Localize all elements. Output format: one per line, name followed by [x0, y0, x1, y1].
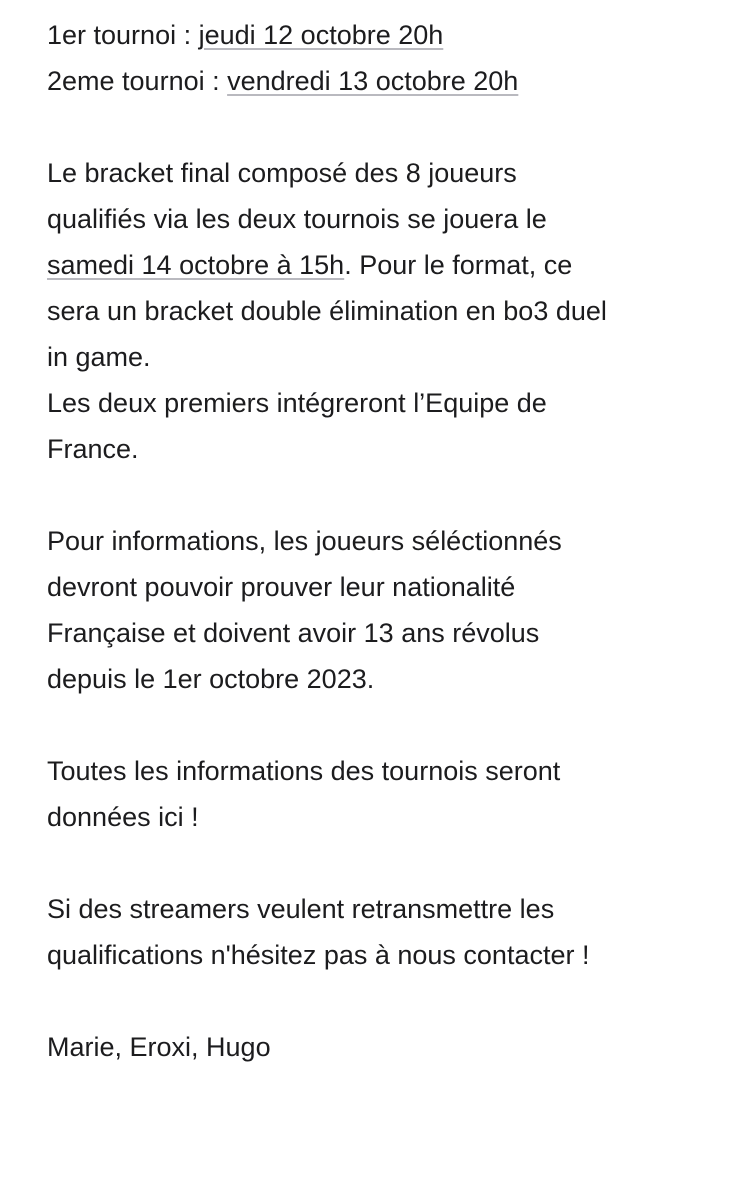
- paragraph-gap: [47, 702, 707, 748]
- info-line-1: Toutes les informations des tournois seront: [47, 756, 561, 786]
- signature: Marie, Eroxi, Hugo: [47, 1032, 271, 1062]
- streamers-line-2: qualifications n'hésitez pas à nous contacter !: [47, 940, 590, 970]
- tournament-1-date-link[interactable]: jeudi 12 octobre 20h: [198, 20, 444, 50]
- eligibility-line-2: devront pouvoir prouver leur nationalité: [47, 572, 516, 602]
- tournament-2-label: 2eme tournoi :: [47, 66, 228, 96]
- bracket-line-6: Les deux premiers intégreront l’Equipe de: [47, 388, 547, 418]
- bracket-line-4: sera un bracket double élimination en bo3 duel: [47, 296, 607, 326]
- paragraph-gap: [47, 840, 707, 886]
- paragraph-gap: [47, 472, 707, 518]
- bracket-line-1: Le bracket final composé des 8 joueurs: [47, 158, 517, 188]
- schedule-line-2: [47, 58, 707, 104]
- eligibility-line-1: Pour informations, les joueurs séléctionnés: [47, 526, 562, 556]
- tournament-1-label: 1er tournoi :: [47, 20, 199, 50]
- paragraph-gap: [47, 104, 707, 150]
- bracket-line-2: qualifiés via les deux tournois se jouera le: [47, 204, 547, 234]
- eligibility-line-4: depuis le 1er octobre 2023.: [47, 664, 375, 694]
- info-line-2: données ici !: [47, 802, 199, 832]
- paragraph-gap: [47, 978, 707, 1024]
- note-body: [47, 12, 707, 1070]
- bracket-line-5: in game.: [47, 342, 151, 372]
- final-date-link[interactable]: samedi 14 octobre à 15h: [47, 250, 345, 280]
- eligibility-line-3: Française et doivent avoir 13 ans révolus: [47, 618, 540, 648]
- bracket-line-3: [47, 242, 707, 288]
- bracket-line-7: France.: [47, 434, 139, 464]
- schedule-line-1: [47, 12, 707, 58]
- streamers-line-1: Si des streamers veulent retransmettre les: [47, 894, 555, 924]
- tournament-2-date-link[interactable]: vendredi 13 octobre 20h: [227, 66, 519, 96]
- bracket-line-3-rest: . Pour le format, ce: [344, 250, 573, 280]
